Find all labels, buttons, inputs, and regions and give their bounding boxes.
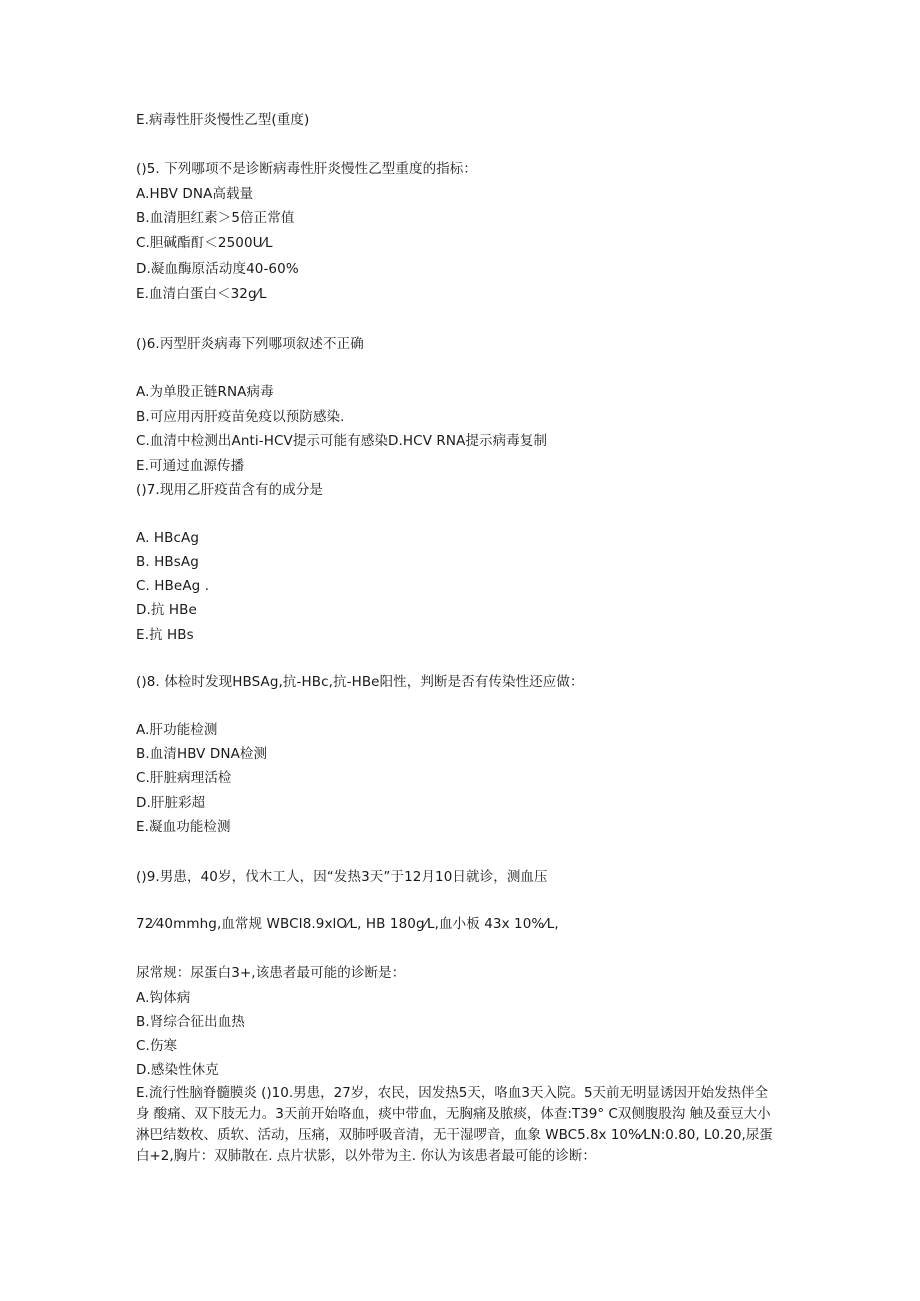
option-e-q8: E.凝血功能检测 [136, 819, 231, 835]
option-d-q5: D.凝血酶原活动度40-60% [136, 261, 299, 277]
option-a-q9: A.钩体病 [136, 990, 191, 1006]
option-c-q7: C. HBeAg . [136, 578, 210, 594]
option-e-q4: E.病毒性肝炎慢性乙型(重度) [136, 112, 310, 128]
option-b-q6: B.可应用丙肝疫苗免疫以预防感染. [136, 409, 345, 425]
option-a-q8: A.肝功能检测 [136, 722, 218, 738]
option-d-q7: D.抗 HBe [136, 602, 197, 618]
option-e-q6: E.可通过血源传播 [136, 458, 245, 474]
option-e-q5: E.血清白蛋白＜32g⁄L [136, 286, 267, 302]
option-a-q5: A.HBV DNA高载量 [136, 186, 254, 202]
option-c-d-q6: C.血清中检测出Anti-HCV提示可能有感染D.HCV RNA提示病毒复制 [136, 433, 548, 449]
option-b-q8: B.血清HBV DNA检测 [136, 746, 268, 762]
option-d-q9: D.感染性休克 [136, 1062, 219, 1078]
option-c-q8: C.肝脏病理活检 [136, 770, 232, 786]
question-9-urine: 尿常规：尿蛋白3+,该患者最可能的诊断是： [136, 965, 406, 981]
question-9-labs: 72⁄40mmhg,血常规 WBCI8.9xlO⁄L, HB 180g⁄L,血小板 43x 10%⁄L, [136, 916, 559, 932]
option-c-q5: C.胆碱酯酊＜2500U⁄L [136, 235, 273, 251]
question-7: ()7.现用乙肝疫苗含有的成分是 [136, 482, 324, 498]
option-a-q7: A. HBcAg [136, 530, 200, 546]
question-10-paragraph: E.流行性脑脊髓膜炎 ()10.男患，27岁，农民，因发热5天，咯血3天入院。5天前无明显诱因开始发热伴全身 酸痛、双下肢无力。3天前开始咯血，痰中带血，无胸痛及脓痰，体查:T39° C双侧腹股沟 触及蚕豆大小淋巴结数枚、质软、活动，压痛，双肺呼吸音清，无干湿啰音，血象 WBC5.8x 10%⁄LN:0.80, L0.20,尿蛋白+2,胸片：双肺散在. 点片状影，以外带为主. 你认为该患者最可能的诊断： [136, 1085, 773, 1164]
question-8: ()8. 体检时发现HBSAg,抗-HBc,抗-HBe阳性，判断是否有传染性还应做： [136, 674, 584, 690]
option-d-q8: D.肝脏彩超 [136, 795, 206, 811]
option-b-q5: B.血清胆红素＞5倍正常值 [136, 210, 295, 226]
option-a-q6: A.为单股正链RNA病毒 [136, 384, 274, 400]
option-c-q9: C.伤寒 [136, 1038, 178, 1054]
question-6: ()6.丙型肝炎病毒下列哪项叙述不正确 [136, 336, 364, 352]
question-5: ()5. 下列哪项不是诊断病毒性肝炎慢性乙型重度的指标： [136, 161, 478, 177]
option-b-q7: B. HBsAg [136, 554, 199, 570]
option-e-q7: E.抗 HBs [136, 627, 194, 643]
question-9: ()9.男患，40岁，伐木工人，因“发热3天”于12月10日就诊，测血压 [136, 869, 548, 885]
option-b-q9: B.肾综合征出血热 [136, 1014, 245, 1030]
